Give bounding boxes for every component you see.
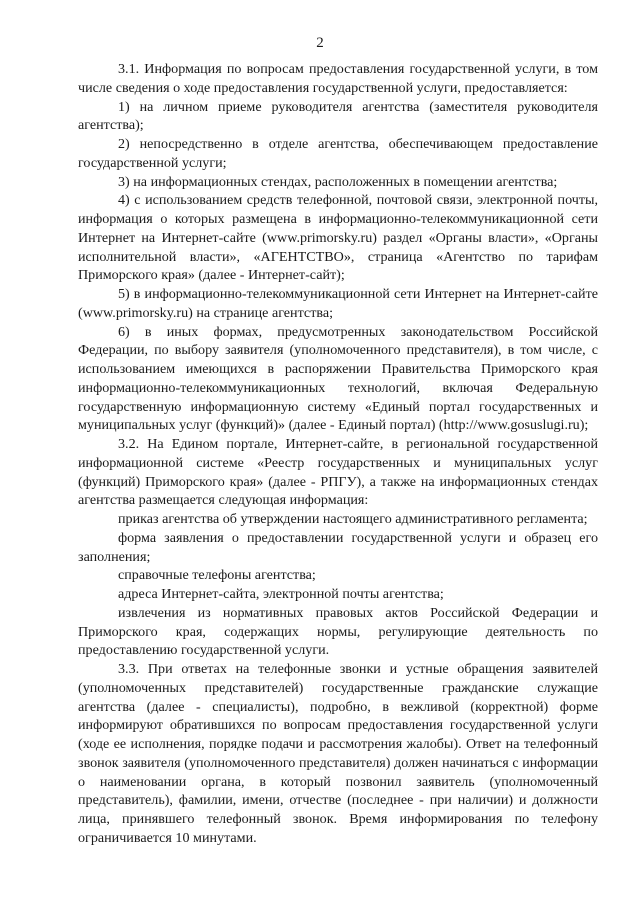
info-item-order: приказ агентства об утверждении настоящего административного регламента;: [118, 511, 588, 527]
page-number: 2: [316, 35, 324, 51]
paragraph-3-2: 3.2. На Едином портале, Интернет-сайте, в региональной государственной информационной системе «Реестр государственных и муниципальных услуг (функций) Приморского края» (далее - РПГУ), а также на информационных стендах агентства размещается следующая информация:: [78, 436, 598, 509]
info-item-addresses: адреса Интернет-сайта, электронной почты агентства;: [118, 586, 444, 602]
list-item-2: 2) непосредственно в отделе агентства, обеспечивающем предоставление государственной услуги;: [78, 136, 598, 171]
list-item-6: 6) в иных формах, предусмотренных законодательством Российской Федерации, по выбору заявителя (уполномоченного представителя), в том числе, с использованием имеющихся в распоряжении Правительства Приморского края информационно-телекоммуникационных технологий, включая Федеральную государственную информационную систему «Единый портал государственных и муниципальных услуг (функций)» (далее - Единый портал) (http://www.gosuslugi.ru);: [78, 323, 598, 434]
info-item-extracts: извлечения из нормативных правовых актов Российской Федерации и Приморского края, содержащих нормы, регулирующие деятельность по предоставлению государственной услуги.: [78, 604, 598, 659]
list-item-5: 5) в информационно-телекоммуникационной сети Интернет на Интернет-сайте (www.primorsky.ru) на странице агентства;: [78, 286, 598, 321]
document-body: [78, 60, 598, 848]
paragraph-3-3: 3.3. При ответах на телефонные звонки и устные обращения заявителей (уполномоченных представителей) государственные гражданские служащие агентства (далее - специалисты), подробно, в вежливой (корректной) форме информируют обратившихся по вопросам предоставления государственной услуги (ходе ее исполнения, порядке подачи и рассмотрения жалобы). Ответ на телефонный звонок заявителя (уполномоченного представителя) должен начинаться с информации о наименовании органа, в который позвонил заявитель (уполномоченный представитель), фамилии, имени, отчестве (последнее - при наличии) и должности лица, принявшего телефонный звонок. Время информирования по телефону ограничивается 10 минутами.: [78, 661, 598, 846]
list-item-3: 3) на информационных стендах, расположенных в помещении агентства;: [118, 173, 558, 190]
info-item-form: форма заявления о предоставлении государственной услуги и образец его заполнения;: [78, 529, 598, 565]
info-item-phones: справочные телефоны агентства;: [118, 567, 316, 584]
list-item-4: 4) с использованием средств телефонной, почтовой связи, электронной почты, информация о которых размещена в информационно-телекоммуникационной сети Интернет на Интернет-сайте (www.primorsky.ru) раздел «Органы власти», «Органы исполнительной власти», «АГЕНТСТВО», страница «Агентство по тарифам Приморского края» (далее - Интернет-сайт);: [78, 192, 598, 284]
paragraph-3-1: 3.1. Информация по вопросам предоставления государственной услуги, в том числе сведения о ходе предоставления государственной услуги, предоставляется:: [78, 61, 598, 96]
list-item-1: 1) на личном приеме руководителя агентства (заместителя руководителя агентства);: [78, 98, 598, 134]
